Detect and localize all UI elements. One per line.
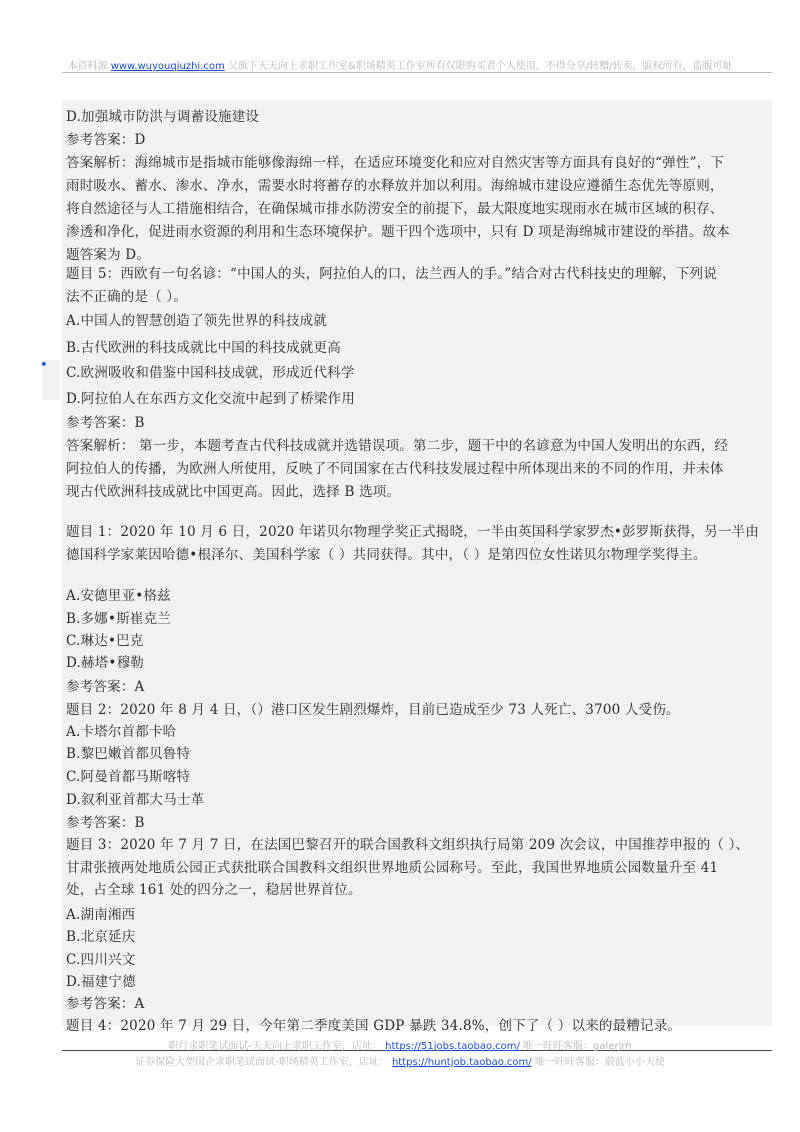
text-line: 渗透和净化，促进雨水资源的利用和生态环境保护。题干四个选项中，只有 D 项是海绵城市建设的举措。故本 (66, 224, 730, 240)
text-line: 处，占全球 161 处的四分之一，稳居世界首位。 (66, 882, 362, 898)
text-line: 阿拉伯人的传播，为欧洲人所使用，反映了不同国家在古代科技发展过程中所体现出来的不同的作用，并未体 (66, 461, 724, 477)
text-line: 答案解析： 第一步，本题考查古代科技成就并选错误项。第二步，题干中的名谚意为中国人发明出的东西，经 (66, 438, 729, 454)
text-line: 题目 2：2020 年 8 月 4 日，（）港口区发生剧烈爆炸，目前已造成至少 73 人死亡、3700 人受伤。 (66, 702, 680, 718)
footer-line2-link[interactable]: https://huntjob.taobao.com/ (391, 1057, 532, 1068)
text-line: A.安德里亚•格兹 (66, 588, 171, 604)
text-line: C.四川兴文 (66, 952, 136, 968)
header-divider (62, 72, 772, 73)
text-line: B.古代欧洲的科技成就比中国的科技成就更高 (66, 340, 341, 356)
text-line: 甘肃张掖两处地质公园正式获批联合国教科文组织世界地质公园称号。至此，我国世界地质公园数量升至 41 (66, 860, 719, 876)
text-line: B.北京延庆 (66, 929, 136, 945)
footer-line2-prefix: 证券保险大型国企求职笔试面试-职场精英工作室，店址： (135, 1057, 389, 1068)
text-line: 法不正确的是（ ）。 (66, 289, 188, 305)
text-line: A.中国人的智慧创造了领先世界的科技成就 (66, 313, 328, 329)
text-line: B.多娜•斯崔克兰 (66, 611, 171, 627)
text-line: A.卡塔尔首都卡哈 (66, 724, 177, 740)
text-line: C.琳达•巴克 (66, 633, 144, 649)
text-line: 德国科学家莱因哈德•根泽尔、美国科学家（ ）共同获得。其中，（ ）是第四位女性诺贝尔物理学奖得主。 (66, 547, 707, 563)
text-line: 参考答案：B (66, 815, 145, 831)
text-line: D.福建宁德 (66, 974, 136, 990)
text-line: 题答案为 D。 (66, 247, 151, 263)
footer-line2-suffix: 唯一旺旺客服：蔚蓝小小天使 (534, 1057, 665, 1068)
text-line: 题目 4：2020 年 7 月 29 日，今年第二季度美国 GDP 暴跌 34.8%，创下了（ ）以来的最糟记录。 (66, 1018, 682, 1034)
text-line: B.黎巴嫩首都贝鲁特 (66, 746, 191, 762)
footer-line1-suffix: 唯一旺旺客服：galerjrn (523, 1041, 632, 1052)
text-line: 参考答案：B (66, 415, 145, 431)
footer-line1-prefix: 职行求职笔试面试-天天向上求职工作室，店址： (168, 1041, 382, 1052)
text-line: 题目 3：2020 年 7 月 7 日，在法国巴黎召开的联合国教科文组织执行局第 209 次会议，中国推荐申报的（ ）、 (66, 837, 750, 853)
text-line: 现古代欧洲科技成就比中国更高。因此，选择 B 选项。 (66, 484, 401, 500)
text-line: 将自然途径与人工措施相结合，在确保城市排水防涝安全的前提下，最大限度地实现雨水在城市区域的积存、 (66, 201, 724, 217)
header-prefix: 本资料源 (67, 61, 108, 72)
text-line: 题目 5：西欧有一句名谚：“中国人的头，阿拉伯人的口，法兰西人的手。”结合对古代科技史的理解，下列说 (66, 266, 717, 282)
text-line: C.欧洲吸收和借鉴中国科技成就，形成近代科学 (66, 365, 355, 381)
footer-line1-link[interactable]: https://51jobs.taobao.com/ (385, 1041, 520, 1052)
text-line: 参考答案：D (66, 132, 146, 148)
text-line: 参考答案：A (66, 679, 145, 695)
text-line: 雨时吸水、蓄水、渗水、净水，需要水时将蓄存的水释放并加以利用。海绵城市建设应遵循生态优先等原则， (66, 178, 724, 194)
text-line: 答案解析：海绵城市是指城市能够像海绵一样，在适应环境变化和应对自然灾害等方面具有良好的“弹性”，下 (66, 155, 725, 171)
footer-line-2 (0, 1053, 800, 1068)
header-link[interactable]: www.wuyouqiuzhi.com (110, 61, 225, 72)
footer-line-1 (0, 1037, 800, 1052)
text-line: C.阿曼首都马斯喀特 (66, 769, 191, 785)
text-line: D.加强城市防洪与调蓄设施建设 (66, 109, 260, 125)
text-line: A.湖南湘西 (66, 907, 136, 923)
text-line: D.赫塔•穆勒 (66, 655, 144, 671)
text-line: D.叙利亚首都大马士革 (66, 792, 205, 808)
document-body (40, 100, 772, 1034)
page-header (0, 57, 800, 72)
text-line: 参考答案：A (66, 996, 145, 1012)
text-line: D.阿拉伯人在东西方文化交流中起到了桥梁作用 (66, 391, 356, 407)
list-bullet: • (40, 358, 48, 373)
text-line: 题目 1：2020 年 10 月 6 日，2020 年诺贝尔物理学奖正式揭晓，一半由英国科学家罗杰•彭罗斯获得，另一半由 (66, 524, 760, 540)
header-suffix: 父旗下天天向上求职工作室&职场精英工作室所有仅限购买者个人使用，不得分享/转赠/转卖，版权所有，盗版可耻 (227, 61, 733, 72)
